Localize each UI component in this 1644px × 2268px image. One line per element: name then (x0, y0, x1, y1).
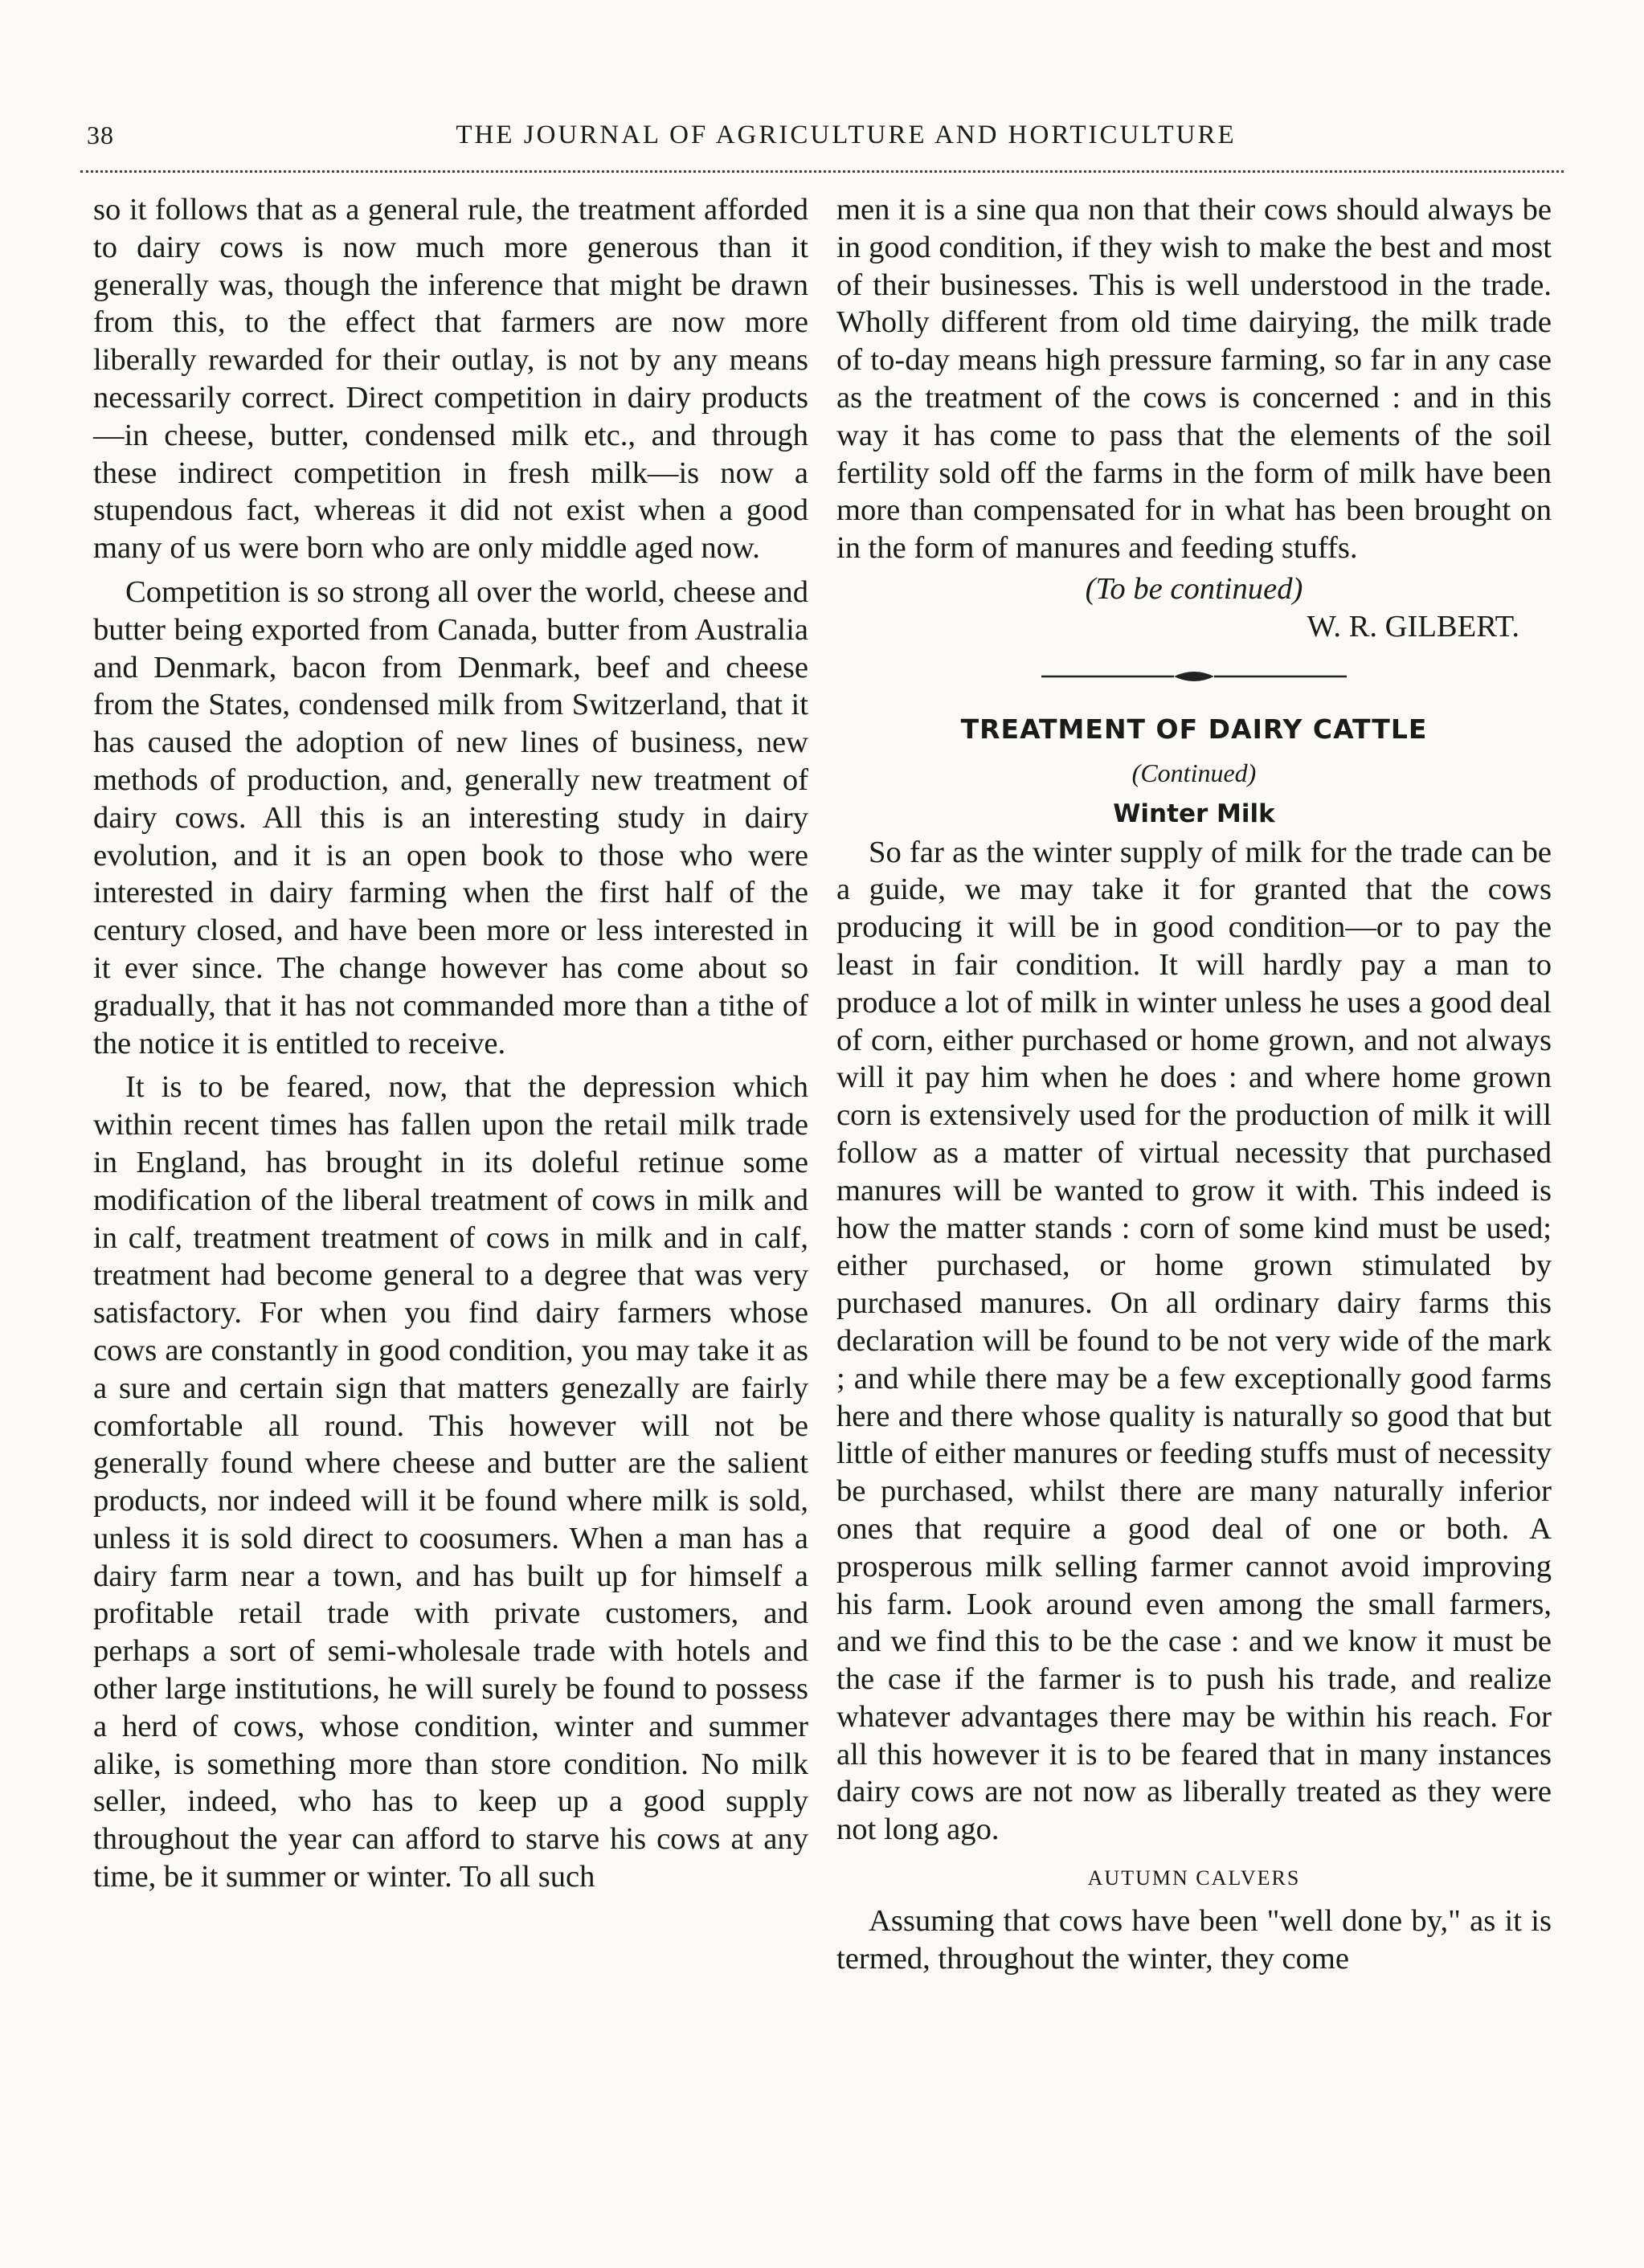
paragraph: men it is a sine qua non that their cows should always be in good condition, if they wish to make the best and most of their businesses. This is well understood in the trade. Wholly different from old time dairying, the milk trade of to-day means high pressure farming, so far in any case as the treatment of the cows is concerned : and in this way it has come to pass that the elements of the soil fertility sold off the farms in the form of milk have been more than compensated for in what has been brought on in the form of manures and feeding stuffs. (836, 193, 1552, 566)
subsection-heading: AUTUMN CALVERS (1087, 1866, 1301, 1890)
page-number: 38 (87, 121, 114, 149)
paragraph: It is to be feared, now, that the depression which within recent times has fallen upon the retail milk trade in England, has brought in its doleful retinue some modification of the liberal treatment of cows in milk and in calf, treatment treatment of cows in milk and in calf, treatment had become general to a degree that was very satisfactory. For when you find dairy farmers whose cows are constantly in good condition, you may take it as a sure and certain sign that matters genezally are fairly comfortable all round. This however will not be generally found where cheese and butter are the salient products, nor indeed will it be found where milk is sold, unless it is sold direct to coosumers. When a man has a dairy farm near a town, and has built up for himself a profitable retail trade with private customers, and perhaps a sort of semi-wholesale trade with hotels and other large institutions, he will surely be found to possess a herd of cows, whose condition, winter and summer alike, is something more than store condition. No milk seller, indeed, who has to keep up a good supply throughout the year can afford to starve his cows at any time, be it summer or winter. To all such (93, 1070, 808, 1894)
paragraph: Competition is so strong all over the world, cheese and butter being exported from Canada, butter from Australia and Denmark, bacon from Denmark, beef and cheese from the States, condensed milk from Switzerland, that it has caused the adoption of new lines of business, new methods of production, and, generally new treatment of dairy cows. All this is an interesting study in dairy evolution, and it is an open book to those who were interested in dairy farming when the first half of the century closed, and have been more or less interested in it ever since. The change however has come about so gradually, that it has not commanded more than a tithe of the notice it is entitled to receive. (93, 574, 808, 1060)
paragraph: so it follows that as a general rule, the treatment afforded to dairy cows is now much more generous than it generally was, though the inference that might be drawn from this, to the effect that farmers are now more liberally rewarded for their outlay, is not by any means necessarily correct. Direct competition in dairy products—in cheese, butter, condensed milk etc., and through these indirect competition in fresh milk—is now a stupendous fact, whereas it did not exist when a good many of us were born who are only middle aged now. (93, 193, 808, 566)
running-title: THE JOURNAL OF AGRICULTURE AND HORTICULTURE (456, 121, 1237, 149)
left-column (93, 191, 808, 1896)
paragraph: So far as the winter supply of milk for the trade can be a guide, we may take it for granted that the cows producing it will be in good condition—or to pay the least in fair condition. It will hardly pay a man to produce a lot of milk in winter unless he uses a good deal of corn, either purchased or home grown, and not always will it pay him when he does : and where home grown corn is extensively used for the production of milk it will follow as a matter of virtual necessity that purchased manures will be wanted to grow it with. This indeed is how the matter stands : corn of some kind must be used; either purchased, or home grown stimulated by purchased manures. On all ordinary dairy farms this declaration will be found to be not very wide of the mark ; and while there may be a few exceptionally good farms here and there whose quality is naturally so good that but little of either manures or feeding stuffs must of necessity be purchased, whilst there are many naturally inferior ones that require a good deal of one or both. A prosperous milk selling farmer cannot avoid improving his farm. Look around even among the small farmers, and we find this to be the case : and we know it must be the case if the farmer is to push his trade, and realize whatever advantages there may be within his reach. For all this however it is to be feared that in many instances dairy cows are not now as liberally treated as they were not long ago. (836, 835, 1552, 1847)
article-subtitle: (Continued) (1131, 758, 1257, 787)
ornamental-divider (1041, 660, 1347, 693)
article-title: TREATMENT OF DAIRY CATTLE (960, 713, 1428, 745)
paragraph: Assuming that cows have been "well done by," as it is termed, throughout the winter, they come (836, 1903, 1552, 1976)
header-rule (80, 170, 1564, 173)
section-heading: Winter Milk (1113, 799, 1275, 828)
author-signature: W. R. GILBERT. (1307, 609, 1519, 644)
continued-note: (To be continued) (1085, 571, 1303, 606)
right-column (836, 191, 1552, 1977)
